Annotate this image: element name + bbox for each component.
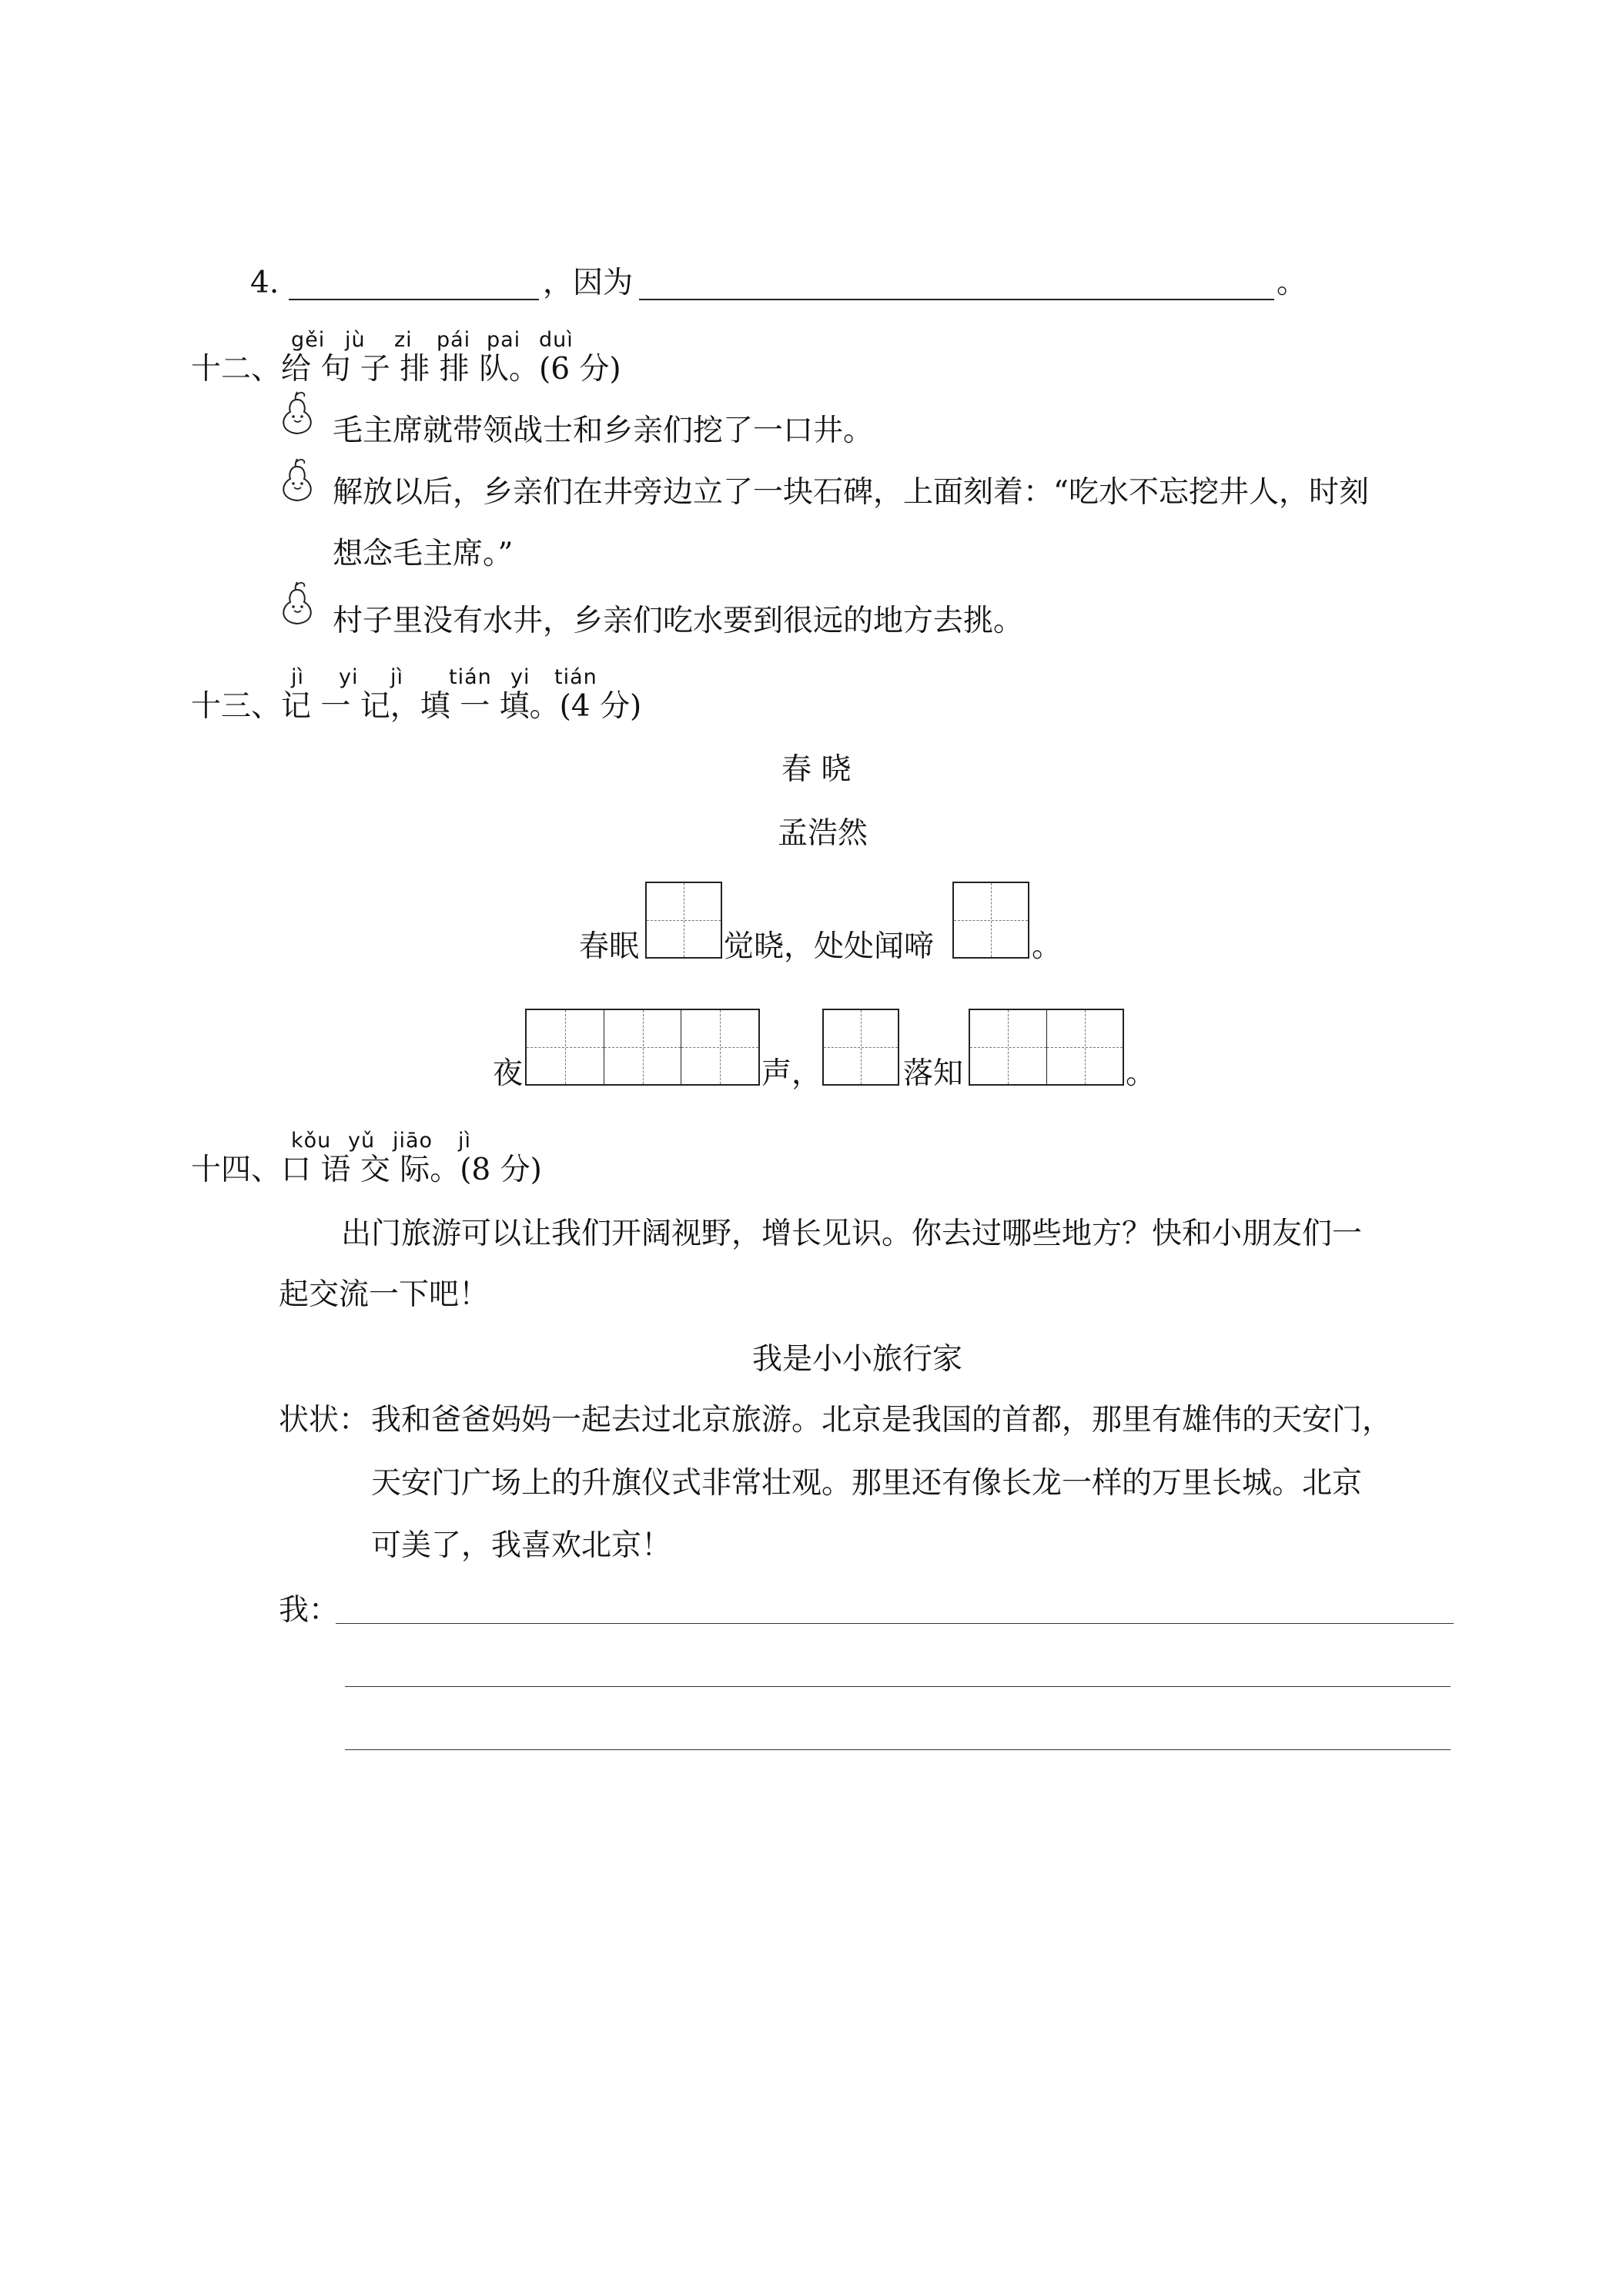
q12-pinyin-6: duì — [539, 328, 574, 352]
item-4-connector: ，因为 — [543, 266, 634, 300]
poem-line-2-end: 。 — [1126, 1056, 1156, 1091]
item-4-number: 4. — [250, 266, 279, 300]
answer-box-row[interactable] — [525, 1009, 760, 1086]
speech-line-2: 天安门广场上的升旗仪式非常壮观。那里还有像长龙一样的万里长城。北京 — [371, 1466, 1363, 1501]
poem-line-1-middle: 觉晓，处处闻啼 — [724, 929, 935, 964]
poem-line-2-mid2: 落知 — [903, 1056, 964, 1091]
item-4-blank-1[interactable] — [289, 299, 539, 300]
answer-box-row[interactable] — [969, 1009, 1124, 1086]
answer-box[interactable] — [645, 882, 722, 959]
q14-pinyin-4: jì — [458, 1129, 472, 1153]
q13-pinyin-3: jì — [390, 665, 404, 689]
answer-line[interactable] — [336, 1623, 1454, 1624]
poem-line-2-middle: 声， — [761, 1056, 822, 1091]
speaker-label: 状状： — [279, 1403, 370, 1438]
answer-line[interactable] — [345, 1686, 1451, 1687]
answer-box[interactable] — [952, 882, 1029, 959]
poem-line-1-start: 春眠 — [579, 929, 640, 964]
q13-title: 十三、记 一 记，填 一 填。(4 分) — [191, 689, 642, 724]
q14-title: 十四、口 语 交 际。(8 分) — [191, 1153, 542, 1187]
q12-pinyin-4: pái — [437, 328, 471, 352]
q13-pinyin-5: yi — [510, 665, 530, 689]
q13-pinyin-1: jì — [291, 665, 305, 689]
item-4-blank-2[interactable] — [639, 299, 1274, 300]
poem-title: 春 晓 — [781, 752, 852, 787]
q13-pinyin-4: tián — [449, 665, 492, 689]
q12-pinyin-1: gěi — [291, 328, 326, 352]
q14-intro-line-1: 出门旅游可以让我们开阔视野，增长见识。你去过哪些地方？快和小朋友们一 — [341, 1217, 1363, 1251]
speech-line-3: 可美了，我喜欢北京！ — [371, 1528, 672, 1563]
q12-pinyin-3: zi — [394, 328, 413, 352]
me-label: 我： — [279, 1593, 340, 1628]
speech-line-1: 我和爸爸妈妈一起去过北京旅游。北京是我国的首都，那里有雄伟的天安门， — [371, 1403, 1393, 1438]
answer-box[interactable] — [822, 1009, 899, 1086]
q12-title: 十二、给 句 子 排 排 队。(6 分) — [191, 352, 621, 387]
q12-pinyin-2: jù — [345, 328, 366, 352]
poem-author: 孟浩然 — [778, 816, 868, 851]
q14-intro-line-2: 起交流一下吧！ — [279, 1277, 490, 1312]
sentence-1: 毛主席就带领战士和乡亲们挖了一口井。 — [333, 413, 874, 448]
item-4-end: 。 — [1277, 266, 1307, 300]
q13-pinyin-6: tián — [554, 665, 597, 689]
q14-pinyin-2: yǔ — [348, 1129, 376, 1153]
q14-pinyin-3: jiāo — [393, 1129, 433, 1153]
poem-line-1-end: 。 — [1032, 929, 1062, 964]
pear-icon[interactable] — [273, 456, 321, 504]
sentence-2-line-2: 想念毛主席。” — [333, 537, 514, 571]
q14-pinyin-1: kǒu — [291, 1129, 332, 1153]
q12-pinyin-5: pai — [487, 328, 521, 352]
q14-subtitle: 我是小小旅行家 — [752, 1342, 963, 1377]
sentence-3: 村子里没有水井，乡亲们吃水要到很远的地方去挑。 — [333, 604, 1024, 638]
pear-icon[interactable] — [273, 579, 321, 627]
poem-line-2-start: 夜 — [493, 1056, 524, 1091]
pear-icon[interactable] — [273, 389, 321, 437]
q13-pinyin-2: yi — [339, 665, 359, 689]
answer-line[interactable] — [345, 1749, 1451, 1750]
sentence-2-line-1: 解放以后，乡亲们在井旁边立了一块石碑，上面刻着：“吃水不忘挖井人，时刻 — [333, 475, 1369, 510]
